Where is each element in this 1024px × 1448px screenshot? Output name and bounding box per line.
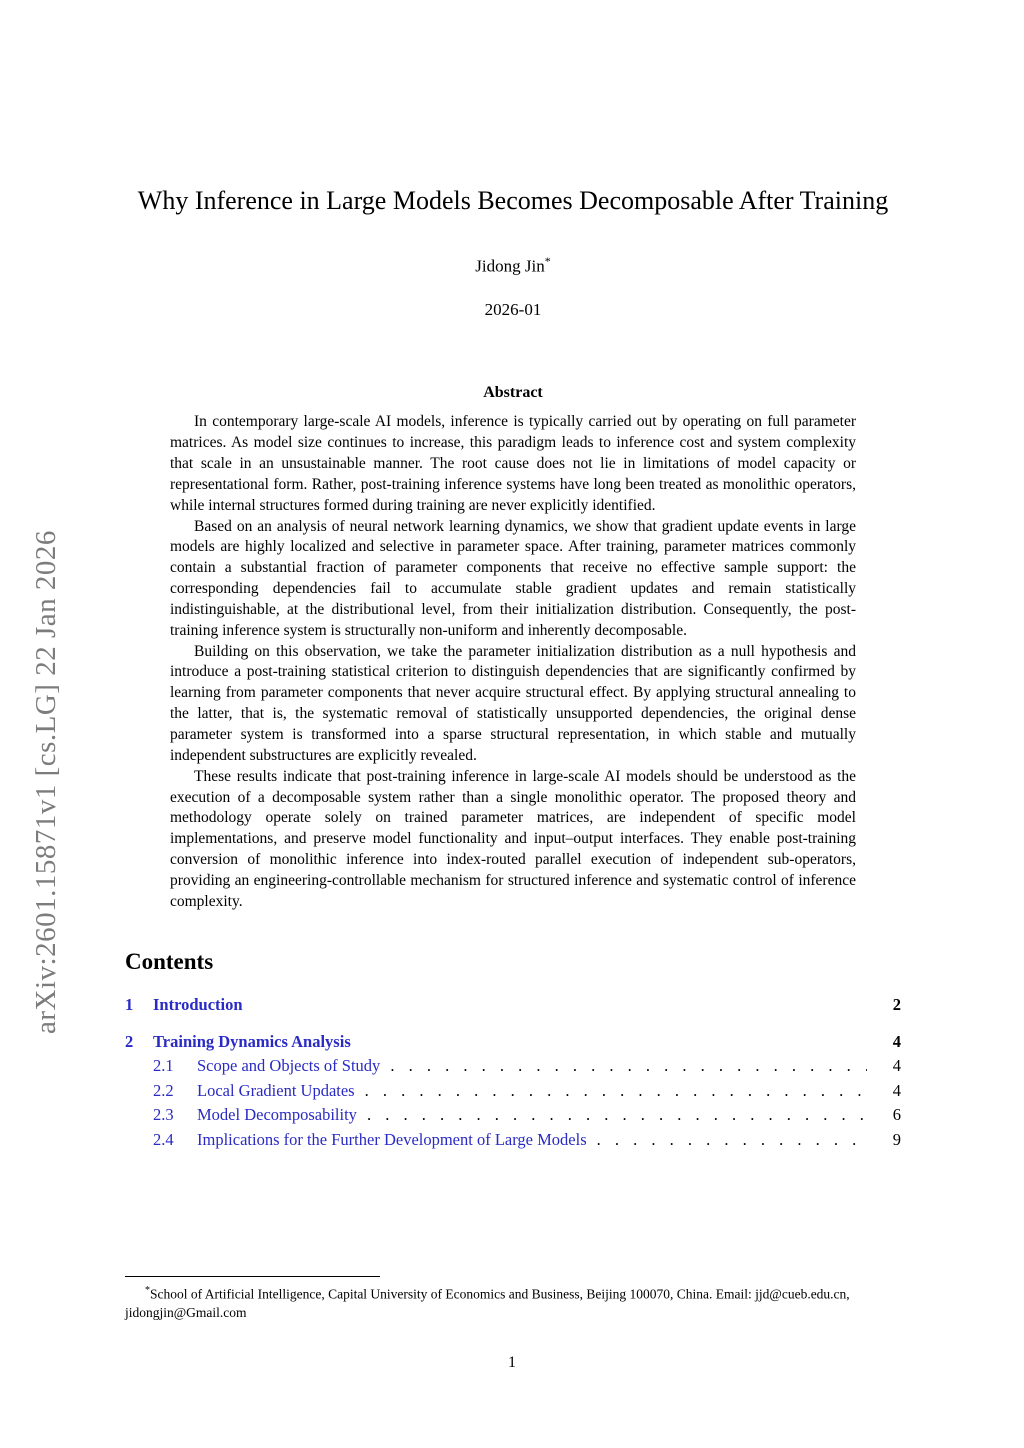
footnote-text — [125, 1284, 901, 1323]
toc-page-number: 2 — [892, 994, 901, 1014]
paper-content — [125, 0, 901, 1150]
toc-subsection-number: 2.2 — [153, 1080, 174, 1100]
arxiv-watermark: arXiv:2601.15871v1 [cs.LG] 22 Jan 2026 — [30, 530, 62, 1034]
toc-subsection-title: Model Decomposability — [197, 1105, 357, 1125]
abstract-paragraph: In contemporary large-scale AI models, inference is typically carried out by operating on full parameter matrices. As model size continues to increase, this paradigm leads to inference cost and system complexity that scale in an unsustainable manner. The root cause does not lie in limitations of model capacity or representational form. Rather, post-training inference systems have long been treated as monolithic operators, while internal structures formed during training are never explicitly identified. — [170, 413, 856, 514]
abstract-paragraph: These results indicate that post-training inference in large-scale AI models should be understood as the execution of a decomposable system rather than a single monolithic operator. The proposed theory and methodology operate solely on trained parameter matrices, are independent of specific model implementations, and preserve model functionality and input–output interfaces. They enable post-training conversion of monolithic inference into index-routed parallel execution of independent sub-operators, providing an engineering-controllable mechanism for structured inference and systematic control of inference complexity. — [170, 767, 856, 910]
toc-entry-local-gradient-updates[interactable] — [153, 1081, 901, 1101]
footnote-block — [125, 1276, 901, 1323]
toc-subsection-number: 2.1 — [153, 1056, 174, 1076]
toc-entry-implications[interactable] — [153, 1130, 901, 1150]
toc-section-title: Training Dynamics Analysis — [153, 1031, 351, 1051]
toc-dot-leader — [597, 1130, 867, 1150]
toc-section-title: Introduction — [153, 994, 243, 1014]
toc-page-number: 4 — [892, 1031, 901, 1051]
abstract-paragraph: Building on this observation, we take the parameter initialization distribution as a null hypothesis and introduce a post-training statistical criterion to distinguish dependencies that are significantly confirmed by learning from parameter components that never acquire structural effect. By applying structural annealing to the latter, that is, the systematic removal of statistically unsupported dependencies, the original dense parameter system is transformed into a sparse structural representation, in which stable and mutually independent substructures are explicitly revealed. — [170, 642, 856, 764]
paper-title: Why Inference in Large Models Becomes Decomposable After Training — [137, 186, 889, 215]
author-footnote-mark: * — [544, 253, 551, 268]
toc-entry-training-dynamics-analysis[interactable] — [125, 1032, 901, 1052]
abstract-body — [125, 412, 901, 912]
toc-dot-leader — [367, 1105, 867, 1125]
author-name: Jidong Jin — [475, 256, 545, 276]
toc-subsection-number: 2.4 — [153, 1129, 174, 1149]
toc-subsection-number: 2.3 — [153, 1105, 174, 1125]
toc-page-number: 6 — [892, 1105, 901, 1125]
toc-section-number: 1 — [125, 994, 134, 1014]
page-number: 1 — [508, 1354, 516, 1371]
toc-dot-leader — [365, 1081, 867, 1101]
toc-subsection-title: Implications for the Further Development of Large Models — [197, 1129, 587, 1149]
footnote-body: School of Artificial Intelligence, Capital University of Economics and Business, Beijing 100070, China. Email: jjd@cueb.edu.cn, jidongjin@Gmail.com — [125, 1286, 850, 1321]
toc-page-number: 4 — [892, 1056, 901, 1076]
footnote-rule — [125, 1276, 380, 1277]
toc-section-number: 2 — [125, 1031, 134, 1051]
toc-page-number: 4 — [892, 1080, 901, 1100]
toc-subsection-title: Scope and Objects of Study — [197, 1056, 381, 1076]
toc-entry-scope-and-objects[interactable] — [153, 1056, 901, 1076]
toc-dot-leader — [390, 1056, 867, 1076]
abstract-heading: Abstract — [483, 384, 543, 402]
author-line — [125, 254, 901, 277]
toc-entry-introduction[interactable] — [125, 995, 901, 1015]
footnote-mark: * — [145, 1285, 150, 1296]
toc-page-number: 9 — [892, 1129, 901, 1149]
paper-date: 2026-01 — [484, 300, 542, 320]
toc-subsection-title: Local Gradient Updates — [197, 1080, 355, 1100]
contents-heading: Contents — [125, 948, 214, 974]
abstract-paragraph: Based on an analysis of neural network learning dynamics, we show that gradient update events in large models are highly localized and selective in parameter space. After training, parameter matrices commonly contain a substantial fraction of parameter components that receive no effective sample support: the corresponding dependencies fail to accumulate stable gradient updates and remain statistically indistinguishable, at the distributional level, from their initialization distribution. Consequently, the post-training inference system is structurally non-uniform and inherently decomposable. — [170, 517, 856, 639]
toc-entry-model-decomposability[interactable] — [153, 1105, 901, 1125]
table-of-contents — [125, 995, 901, 1150]
